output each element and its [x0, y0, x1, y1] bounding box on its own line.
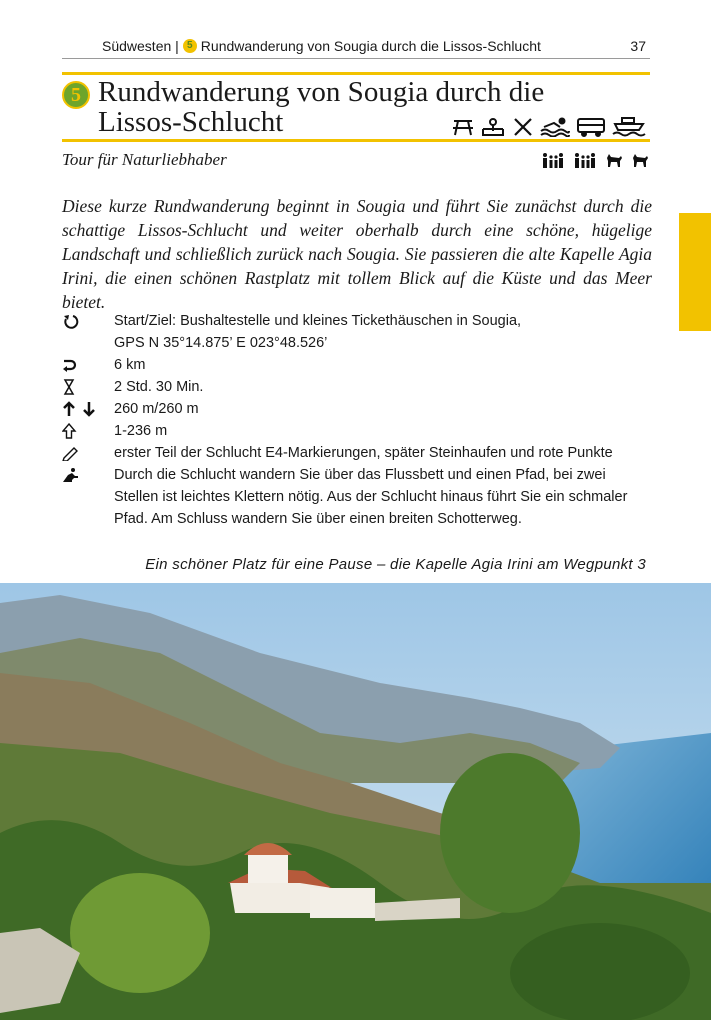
playground-icon: [480, 117, 506, 137]
chapter-thumb-tab: [679, 213, 711, 331]
photo-tree: [440, 753, 580, 913]
swimming-icon: [540, 117, 570, 137]
fact-terrain-text: Durch die Schlucht wandern Sie über das Flussbett und einen Pfad, bei zwei Stellen ist leichtes Klettern nötig. Aus der Schlucht hinaus führt Sie ein schmaler Pfad. Am Schluss wandern Sie über einen breiten Schotterweg.: [114, 467, 628, 527]
landscape-photo: [0, 583, 711, 1020]
tour-number-badge-large: 5: [62, 81, 90, 109]
family-icon: [573, 152, 597, 168]
fact-start-text: Start/Ziel: Bushaltestelle und kleines Tickethäuschen in Sougia,: [114, 313, 522, 329]
photo-pine: [70, 873, 210, 993]
altitude-icon: [62, 423, 102, 439]
roundtrip-icon: [62, 313, 102, 329]
fact-start: [62, 310, 652, 354]
restaurant-icon: [512, 117, 534, 137]
photo-bush: [510, 923, 690, 1020]
running-head-title: Rundwanderung von Sougia durch die Lissos-Schlucht: [200, 38, 541, 54]
fact-duration-text: 2 Std. 30 Min.: [114, 379, 204, 395]
fact-marking: [62, 442, 652, 464]
fact-duration: [62, 376, 652, 398]
tour-title-line2: Lissos-Schlucht: [98, 106, 284, 138]
family-icon: [541, 152, 565, 168]
fact-marking-text: erster Teil der Schlucht E4-Markierungen, später Steinhaufen und rote Punkte: [114, 445, 613, 461]
tour-title-box: [62, 72, 650, 142]
hourglass-icon: [62, 379, 102, 395]
fact-distance-text: 6 km: [114, 357, 146, 373]
distance-icon: [62, 357, 102, 373]
running-head-section: Südwesten |: [102, 38, 179, 54]
picnic-icon: [452, 117, 474, 137]
fact-altitude-text: 1-236 m: [114, 423, 168, 439]
ferry-icon: [612, 115, 646, 137]
tour-number-badge: 5: [183, 39, 197, 53]
running-head: [62, 38, 650, 59]
photo-caption: Ein schöner Platz für eine Pause – die Kapelle Agia Irini am Wegpunkt 3: [145, 556, 646, 573]
amenity-icons: [452, 115, 646, 137]
page-number: 37: [630, 38, 646, 54]
ascent-descent-icon: [62, 401, 102, 417]
dog-icon: [631, 152, 649, 168]
fact-elevation-text: 260 m/260 m: [114, 401, 199, 417]
fact-distance: [62, 354, 652, 376]
fact-elevation: [62, 398, 652, 420]
hiker-icon: [62, 467, 102, 483]
tour-title-line1: Rundwanderung von Sougia durch die: [98, 76, 545, 108]
fact-terrain: [62, 464, 652, 530]
pencil-icon: [62, 445, 102, 461]
bus-icon: [576, 117, 606, 137]
fact-altitude: [62, 420, 652, 442]
tour-facts: [62, 310, 652, 530]
dog-icon: [605, 152, 623, 168]
tour-subtitle: Tour für Naturliebhaber: [62, 150, 227, 169]
intro-paragraph: Diese kurze Rundwanderung beginnt in Sougia und führt Sie zunächst durch die schattige Lissos-Schlucht und weiter oberhalb durch eine schöne, hügelige Landschaft und schließlich zurück nach Sougia. Sie passieren die alte Kapelle Agia Irini, die einen schönen Rastplatz mit tollem Blick auf die Küste und das Meer bietet.: [62, 196, 652, 312]
fact-gps-text: GPS N 35°14.875’ E 023°48.526’: [114, 335, 328, 351]
suitability-icons: [541, 152, 649, 168]
